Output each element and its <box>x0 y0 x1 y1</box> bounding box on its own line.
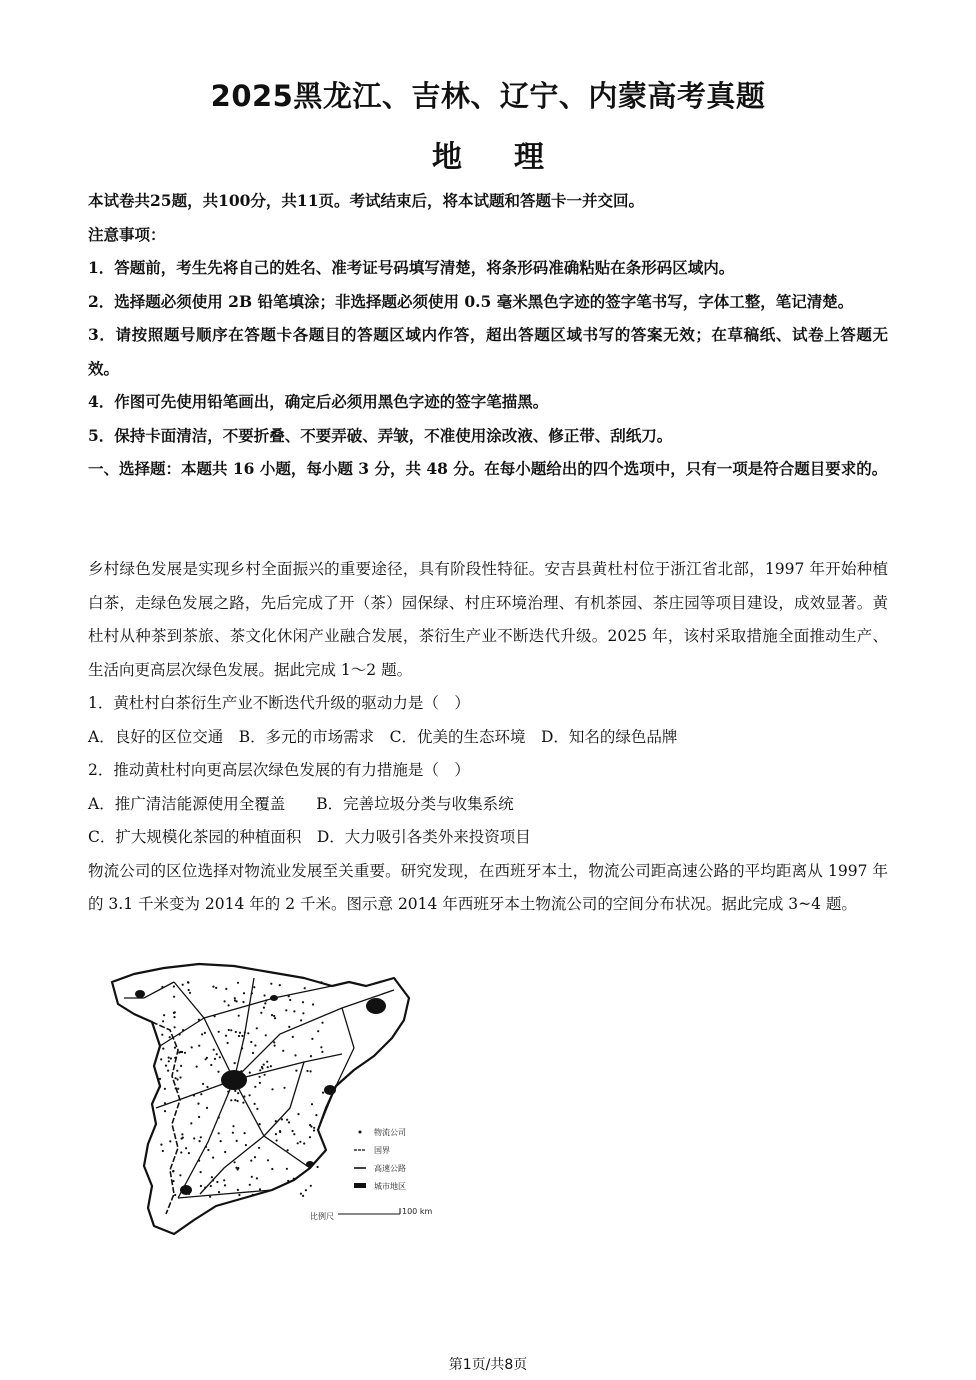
notice-item-1: 1．答题前，考生先将自己的姓名、准考证号码填写清楚，将条形码准确粘贴在条形码区域内。 <box>88 258 735 277</box>
logistics-company-dot <box>180 1065 182 1067</box>
logistics-company-dot <box>271 1168 273 1170</box>
logistics-company-dot <box>198 1019 200 1021</box>
logistics-company-dot <box>245 1144 247 1146</box>
logistics-company-dot <box>297 1142 299 1144</box>
logistics-company-dot <box>254 1086 256 1088</box>
subject-char-2: 理 <box>514 140 544 175</box>
logistics-company-dot <box>317 1166 319 1168</box>
logistics-company-dot <box>293 1133 295 1135</box>
logistics-company-dot <box>232 1132 234 1134</box>
logistics-company-dot <box>244 1076 246 1078</box>
notice-heading: 注意事项： <box>88 224 166 244</box>
logistics-company-dot <box>300 1019 302 1021</box>
spain-outline <box>112 964 409 1234</box>
logistics-company-dots <box>159 981 324 1198</box>
logistics-company-dot <box>164 1110 166 1112</box>
logistics-company-dot <box>287 1149 289 1151</box>
section-heading: 一、选择题：本题共 16 小题，每小题 3 分，共 48 分。在每小题给出的四个选项中，只有一项是符合题目要求的。 <box>88 459 888 478</box>
logistics-company-dot <box>279 1130 281 1132</box>
logistics-company-dot <box>191 1046 193 1048</box>
logistics-company-dot <box>267 1159 269 1161</box>
logistics-company-dot <box>299 1141 301 1143</box>
logistics-company-dot <box>173 1012 175 1014</box>
logistics-company-dot <box>271 1014 273 1016</box>
logistics-company-dot <box>263 1064 265 1066</box>
spain-logistics-map <box>104 958 444 1240</box>
logistics-company-dot <box>174 1026 176 1028</box>
logistics-company-dot <box>302 1001 304 1003</box>
logistics-company-dot <box>189 992 191 994</box>
logistics-company-dot <box>240 1070 242 1072</box>
logistics-company-dot <box>263 1007 265 1009</box>
logistics-company-dot <box>249 1184 251 1186</box>
logistics-company-dot <box>259 1082 261 1084</box>
logistics-company-dot <box>227 1091 229 1093</box>
logistics-company-dot <box>206 1057 208 1059</box>
logistics-company-dot <box>169 1036 171 1038</box>
logistics-company-dot <box>281 1118 283 1120</box>
logistics-company-dot <box>254 1103 256 1105</box>
logistics-company-dot <box>218 1132 220 1134</box>
logistics-company-dot <box>174 1194 176 1196</box>
logistics-company-dot <box>233 1088 235 1090</box>
page-title: 2025黑龙江、吉林、辽宁、内蒙高考真题 <box>210 79 766 113</box>
logistics-company-dot <box>247 1032 249 1034</box>
logistics-company-dot <box>311 1103 313 1105</box>
logistics-company-dot <box>201 1033 203 1035</box>
logistics-company-dot <box>295 1070 297 1072</box>
logistics-company-dot <box>264 1074 266 1076</box>
logistics-company-dot <box>176 1070 178 1072</box>
logistics-company-dot <box>270 1065 272 1067</box>
logistics-company-dot <box>321 1022 323 1024</box>
logistics-company-dot <box>250 1041 252 1043</box>
portugal-border <box>152 1022 180 1214</box>
logistics-company-dot <box>199 1140 201 1142</box>
logistics-company-dot <box>232 1125 234 1127</box>
logistics-company-dot <box>266 1061 268 1063</box>
logistics-company-dot <box>279 984 281 986</box>
logistics-company-dot <box>270 983 272 985</box>
logistics-company-dot <box>228 1029 230 1031</box>
scale-value: 100 km <box>402 1207 433 1216</box>
logistics-company-dot <box>200 1171 202 1173</box>
logistics-company-dot <box>213 1049 215 1051</box>
logistics-company-dot <box>188 1152 190 1154</box>
logistics-company-dot <box>302 1195 304 1197</box>
logistics-company-dot <box>306 1070 308 1072</box>
logistics-company-dot <box>239 1032 241 1034</box>
logistics-company-dot <box>188 989 190 991</box>
logistics-company-dot <box>162 1048 164 1050</box>
logistics-company-dot <box>259 1123 261 1125</box>
logistics-company-dot <box>237 1092 239 1094</box>
logistics-company-dot <box>182 1029 184 1031</box>
logistics-company-dot <box>271 1088 273 1090</box>
logistics-company-dot <box>225 1035 227 1037</box>
logistics-company-dot <box>238 1015 240 1017</box>
logistics-company-dot <box>204 1032 206 1034</box>
logistics-company-dot <box>313 1127 315 1129</box>
logistics-company-dot <box>167 1070 169 1072</box>
logistics-company-dot <box>241 1035 243 1037</box>
logistics-company-dot <box>160 1144 162 1146</box>
logistics-company-dot <box>258 1147 260 1149</box>
logistics-company-dot <box>218 1116 220 1118</box>
logistics-company-dot <box>264 994 266 996</box>
logistics-company-dot <box>315 1114 317 1116</box>
logistics-company-dot <box>172 1180 174 1182</box>
passage-1: 乡村绿色发展是实现乡村全面振兴的重要途径，具有阶段性特征。安吉县黄杜村位于浙江省北部，1997 年开始种植白茶，走绿色发展之路，先后完成了开（茶）园保绿、村庄环境治理、有机茶园、茶庄园等项目建设，成效显著。黄杜村从种茶到茶旅、茶文化休闲产业融合发展，茶衍生产业不断迭代升级。2025 年，该村采取措施全面推动生产、生活向更高层次绿色发展。据此完成 1～2 题。 <box>88 560 888 679</box>
logistics-company-dot <box>202 1083 204 1085</box>
logistics-company-dot <box>175 1077 177 1079</box>
logistics-company-dot <box>180 1151 182 1153</box>
logistics-company-dot <box>198 1160 200 1162</box>
logistics-company-dot <box>304 987 306 989</box>
logistics-company-dot <box>302 1012 304 1014</box>
logistics-company-dot <box>234 1099 236 1101</box>
logistics-company-dot <box>204 1187 206 1189</box>
logistics-company-dot <box>242 1001 244 1003</box>
legend-label-border: 国界 <box>374 1146 390 1155</box>
passage-2: 物流公司的区位选择对物流业发展至关重要。研究发现，在西班牙本土，物流公司距高速公路的平均距离从 1997 年的 3.1 千米变为 2014 年的 2 千米。图示意 2014 年西班牙本土物流公司的空间分布状况。据此完成 3~4 题。 <box>88 861 888 913</box>
logistics-company-dot <box>179 1033 181 1035</box>
logistics-company-dot <box>159 1078 161 1080</box>
logistics-company-dot <box>212 1179 214 1181</box>
logistics-company-dot <box>274 1045 276 1047</box>
logistics-company-dot <box>174 1057 176 1059</box>
legend-label-company: 物流公司 <box>374 1128 406 1137</box>
logistics-company-dot <box>274 1017 276 1019</box>
question-2-options-line-1: A．推广清洁能源使用全覆盖 B．完善垃圾分类与收集系统 <box>88 794 514 813</box>
logistics-company-dot <box>164 1088 166 1090</box>
logistics-company-dot <box>311 1038 313 1040</box>
logistics-company-dot <box>219 1056 221 1058</box>
logistics-company-dot <box>282 1050 284 1052</box>
logistics-company-dot <box>300 1193 302 1195</box>
logistics-company-dot <box>289 999 291 1001</box>
logistics-company-dot <box>249 1072 251 1074</box>
question-2-options-line-2: C．扩大规模化茶园的种植面积 D．大力吸引各类外来投资项目 <box>88 828 531 846</box>
logistics-company-dot <box>200 1136 202 1138</box>
logistics-company-dot <box>234 1090 236 1092</box>
logistics-company-dot <box>286 1119 288 1121</box>
logistics-company-dot <box>218 1191 220 1193</box>
logistics-company-dot <box>249 1094 251 1096</box>
logistics-company-dot <box>184 1052 186 1054</box>
logistics-company-dot <box>214 1015 216 1017</box>
logistics-company-dot <box>209 1196 211 1198</box>
logistics-company-dot <box>273 1015 275 1017</box>
logistics-company-dot <box>259 1188 261 1190</box>
logistics-company-dot <box>320 981 322 983</box>
logistics-company-dot <box>250 1160 252 1162</box>
logistics-company-dot <box>211 1176 213 1178</box>
logistics-company-dot <box>237 1167 239 1169</box>
logistics-company-dot <box>220 1140 222 1142</box>
logistics-company-dot <box>276 1139 278 1141</box>
logistics-company-dot <box>237 982 239 984</box>
logistics-company-dot <box>236 1140 238 1142</box>
logistics-company-dot <box>310 1070 312 1072</box>
logistics-company-dot <box>320 1046 322 1048</box>
legend-label-urban: 城市地区 <box>374 1182 406 1191</box>
map-legend <box>310 1127 432 1221</box>
logistics-company-dot <box>172 1170 174 1172</box>
logistics-company-dot <box>234 1062 236 1064</box>
logistics-company-dot <box>223 1179 225 1181</box>
logistics-company-dot <box>234 999 236 1001</box>
logistics-company-dot <box>275 1120 277 1122</box>
logistics-company-dot <box>244 1132 246 1134</box>
logistics-company-dot <box>297 1113 299 1115</box>
logistics-company-dot <box>230 1029 232 1031</box>
logistics-company-dot <box>177 1088 179 1090</box>
logistics-company-dot <box>197 1103 199 1105</box>
logistics-company-dot <box>286 1168 288 1170</box>
legend-label-highway: 高速公路 <box>374 1164 406 1173</box>
logistics-company-dot <box>294 1054 296 1056</box>
logistics-company-dot <box>243 1095 245 1097</box>
logistics-company-dot <box>256 1177 258 1179</box>
logistics-company-dot <box>236 1075 238 1077</box>
logistics-company-dot <box>285 1009 287 1011</box>
logistics-company-dot <box>177 1078 179 1080</box>
logistics-company-dot <box>228 1004 230 1006</box>
scale-label: 比例尺 <box>310 1212 334 1221</box>
logistics-company-dot <box>242 1102 244 1104</box>
subject-char-1: 地 <box>432 140 462 175</box>
logistics-company-dot <box>287 1180 289 1182</box>
logistics-company-dot <box>292 1130 294 1132</box>
logistics-company-dot <box>170 1057 172 1059</box>
logistics-company-dot <box>165 1065 167 1067</box>
logistics-company-dot <box>288 995 290 997</box>
logistics-company-dot <box>200 1185 202 1187</box>
logistics-company-dot <box>288 1121 290 1123</box>
logistics-company-dot <box>292 1036 294 1038</box>
logistics-company-dot <box>303 1142 305 1144</box>
logistics-company-dot <box>182 1137 184 1139</box>
logistics-company-dot <box>168 1057 170 1059</box>
logistics-company-dot <box>251 992 253 994</box>
logistics-company-dot <box>185 1147 187 1149</box>
logistics-company-dot <box>160 1058 162 1060</box>
logistics-company-dot <box>159 1086 161 1088</box>
logistics-company-dot <box>206 1086 208 1088</box>
logistics-company-dot <box>309 1124 311 1126</box>
logistics-company-dot <box>212 986 214 988</box>
logistics-company-dot <box>193 1137 195 1139</box>
logistics-company-dot <box>251 1176 253 1178</box>
logistics-company-dot <box>321 1051 323 1053</box>
logistics-company-dot <box>179 1076 181 1078</box>
notice-intro: 本试卷共25题，共100分，共11页。考试结束后，将本试题和答题卡一并交回。 <box>88 191 644 210</box>
logistics-company-dot <box>224 1151 226 1153</box>
question-1-stem: 1．黄杜村白茶衍生产业不断迭代升级的驱动力是（ ） <box>88 694 470 712</box>
logistics-company-dot <box>256 1027 258 1029</box>
logistics-company-dot <box>161 1034 163 1036</box>
question-2-stem: 2．推动黄杜村向更高层次绿色发展的有力措施是（ ） <box>88 761 470 779</box>
logistics-company-dot <box>275 1133 277 1135</box>
logistics-company-dot <box>264 1002 266 1004</box>
logistics-company-dot <box>178 1051 180 1053</box>
logistics-company-dot <box>271 997 273 999</box>
logistics-company-dot <box>238 1035 240 1037</box>
logistics-company-dot <box>227 1042 229 1044</box>
logistics-company-dot <box>259 1076 261 1078</box>
notice-item-5: 5．保持卡面清洁，不要折叠、不要弄破、弄皱，不准使用涂改液、修正带、刮纸刀。 <box>88 425 673 445</box>
logistics-company-dot <box>259 1069 261 1071</box>
logistics-company-dot <box>256 1108 258 1110</box>
logistics-company-dot <box>196 1066 198 1068</box>
logistics-company-dot <box>182 984 184 986</box>
logistics-company-dot <box>193 1094 195 1096</box>
notice-item-4: 4．作图可先使用铅笔画出，确定后必须用黑色字迹的签字笔描黑。 <box>88 392 549 411</box>
logistics-company-dot <box>205 1146 207 1148</box>
logistics-company-dot <box>312 1003 314 1005</box>
logistics-company-dot <box>244 1031 246 1033</box>
logistics-company-dot <box>238 1194 240 1196</box>
logistics-company-dot <box>173 1016 175 1018</box>
logistics-company-dot <box>225 988 227 990</box>
logistics-company-dot <box>293 1010 295 1012</box>
logistics-company-dot <box>293 1178 295 1180</box>
logistics-company-dot <box>283 1087 285 1089</box>
logistics-company-dot <box>173 996 175 998</box>
page-footer: 第1页/共8页 <box>448 1357 528 1373</box>
logistics-company-dot <box>267 1066 269 1068</box>
logistics-company-dot <box>190 1122 192 1124</box>
logistics-company-dot <box>273 1041 275 1043</box>
logistics-company-dot <box>260 1012 262 1014</box>
logistics-company-dot <box>214 1058 216 1060</box>
logistics-company-dot <box>217 1071 219 1073</box>
logistics-company-dot <box>163 1014 165 1016</box>
logistics-company-dot <box>210 1185 212 1187</box>
logistics-company-dot <box>305 1189 307 1191</box>
logistics-company-dot <box>288 1026 290 1028</box>
logistics-company-dot <box>181 1133 183 1135</box>
logistics-company-dot <box>162 1020 164 1022</box>
logistics-company-dot <box>162 1150 164 1152</box>
logistics-company-dot <box>234 997 236 999</box>
logistics-company-dot <box>237 1100 239 1102</box>
logistics-company-dot <box>174 1047 176 1049</box>
logistics-company-dot <box>198 1116 200 1118</box>
logistics-company-dot <box>253 986 255 988</box>
logistics-company-dot <box>216 1053 218 1055</box>
logistics-company-dot <box>309 1136 311 1138</box>
logistics-company-dot <box>207 1149 209 1151</box>
logistics-company-dot <box>175 1087 177 1089</box>
question-block-1 <box>88 553 888 922</box>
notice-item-3: 3．请按照题号顺序在答题卡各题目的答题区域内作答，超出答题区域书写的答案无效；在草稿纸、试卷上答题无效。 <box>88 325 888 378</box>
logistics-company-dot <box>218 1031 220 1033</box>
logistics-company-dot <box>322 1092 324 1094</box>
logistics-company-dot <box>254 1156 256 1158</box>
logistics-company-dot <box>254 1044 256 1046</box>
logistics-company-dot <box>216 1181 218 1183</box>
subject-title <box>0 132 976 176</box>
logistics-company-dot <box>265 1034 267 1036</box>
logistics-company-dot <box>310 1055 312 1057</box>
logistics-company-dot <box>313 1129 315 1131</box>
logistics-company-dot <box>164 1102 166 1104</box>
logistics-company-dot <box>181 1051 183 1053</box>
logistics-company-dot <box>169 1140 171 1142</box>
logistics-company-dot <box>265 1000 267 1002</box>
logistics-company-dot <box>317 1030 319 1032</box>
notice-block <box>88 184 888 486</box>
logistics-company-dot <box>230 1099 232 1101</box>
logistics-company-dot <box>168 1060 170 1062</box>
logistics-company-dot <box>234 1161 236 1163</box>
logistics-company-dot <box>224 1000 226 1002</box>
logistics-company-dot <box>224 1184 226 1186</box>
question-1-options: A．良好的区位交通 B．多元的市场需求 C．优美的生态环境 D．知名的绿色品牌 <box>88 727 678 746</box>
logistics-company-dot <box>200 1093 202 1095</box>
logistics-company-dot <box>161 986 163 988</box>
logistics-company-dot <box>237 1189 239 1191</box>
logistics-company-dot <box>243 992 245 994</box>
logistics-company-dot <box>206 1107 208 1109</box>
notice-item-2: 2．选择题必须使用 2B 铅笔填涂；非选择题必须使用 0.5 毫米黑色字迹的签字笔书写，字体工整，笔记清楚。 <box>88 291 854 311</box>
logistics-company-dot <box>310 1185 312 1187</box>
logistics-company-dot <box>187 982 189 984</box>
logistics-company-dot <box>215 987 217 989</box>
logistics-company-dot <box>198 1045 200 1047</box>
logistics-company-dot <box>173 985 175 987</box>
logistics-company-dot <box>252 1194 254 1196</box>
logistics-company-dot <box>252 1052 254 1054</box>
logistics-company-dot <box>235 1031 237 1033</box>
logistics-company-dot <box>241 1047 243 1049</box>
logistics-company-dot <box>188 1193 190 1195</box>
logistics-company-dot <box>261 1066 263 1068</box>
logistics-company-dot <box>179 1174 181 1176</box>
logistics-company-dot <box>212 1157 214 1159</box>
logistics-company-dot <box>210 1064 212 1066</box>
